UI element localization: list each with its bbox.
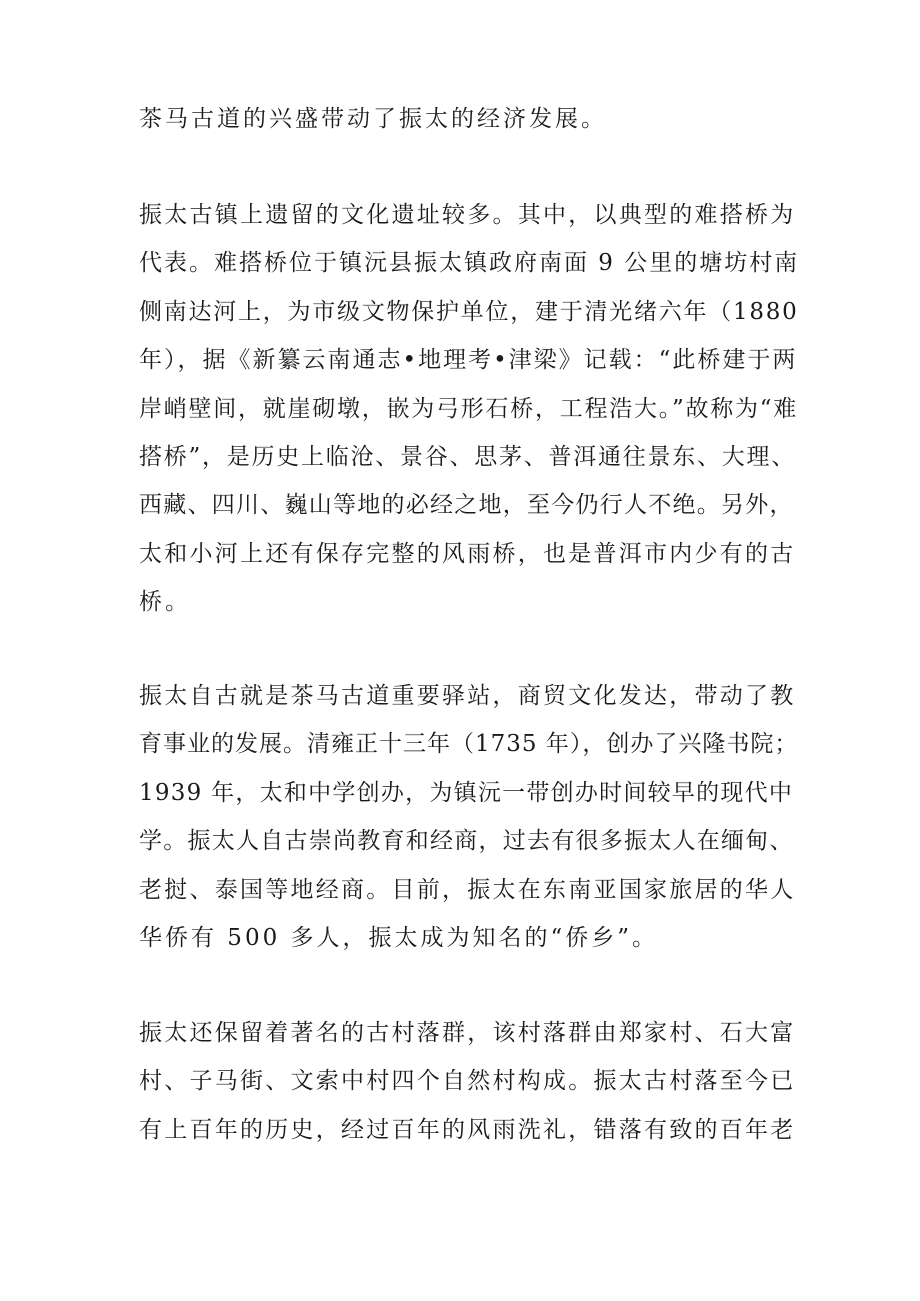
text-line: 老挝、泰国等地经商。目前，振太在东南亚国家旅居的华人 — [139, 876, 796, 903]
text-line: 振太还保留着著名的古村落群，该村落群由郑家村、石大富 — [139, 1020, 796, 1046]
text-line: 年），据《新纂云南通志•地理考•津梁》记载：“此桥建于两 — [139, 347, 798, 374]
text-line: 岸峭壁间，就崖砌墩，嵌为弓形石桥，工程浩大。”故称为“难 — [139, 395, 799, 422]
text-line: 振太古镇上遗留的文化遗址较多。其中，以典型的难搭桥为 — [139, 202, 796, 228]
text-line: 学。振太人自古崇尚教育和经商，过去有很多振太人在缅甸、 — [139, 828, 794, 855]
text-line: 1939 年，太和中学创办，为镇沅一带创办时间较早的现代中 — [139, 779, 794, 806]
text-line: 茶马古道的兴盛带动了振太的经济发展。 — [139, 106, 607, 132]
text-line: 太和小河上还有保存完整的风雨桥，也是普洱市内少有的古 — [139, 540, 796, 567]
text-line: 育事业的发展。清雍正十三年（1735 年），创办了兴隆书院； — [139, 731, 799, 758]
paragraph-tea-horse-road — [139, 95, 799, 143]
text-line: 西藏、四川、巍山等地的必经之地，至今仍行人不绝。另外， — [139, 492, 794, 519]
text-line: 有上百年的历史，经过百年的风雨洗礼，错落有致的百年老 — [139, 1116, 796, 1143]
text-line: 代表。难搭桥位于镇沅县振太镇政府南面 9 公里的塘坊村南 — [139, 250, 800, 277]
text-line: 华侨有 500 多人，振太成为知名的“侨乡”。 — [139, 924, 659, 951]
text-line: 振太自古就是茶马古道重要驿站，商贸文化发达，带动了教 — [139, 683, 796, 709]
text-line: 桥。 — [139, 589, 191, 616]
text-line: 侧南达河上，为市级文物保护单位，建于清光绪六年（1880 — [139, 298, 799, 325]
paragraph-cultural-sites — [139, 191, 799, 627]
text-line: 搭桥”，是历史上临沧、景谷、思茅、普洱通往景东、大理、 — [139, 443, 797, 470]
text-line: 村、子马街、文索中村四个自然村构成。振太古村落至今已 — [139, 1068, 796, 1095]
paragraph-education-commerce — [139, 672, 799, 962]
paragraph-ancient-villages — [139, 1009, 799, 1154]
